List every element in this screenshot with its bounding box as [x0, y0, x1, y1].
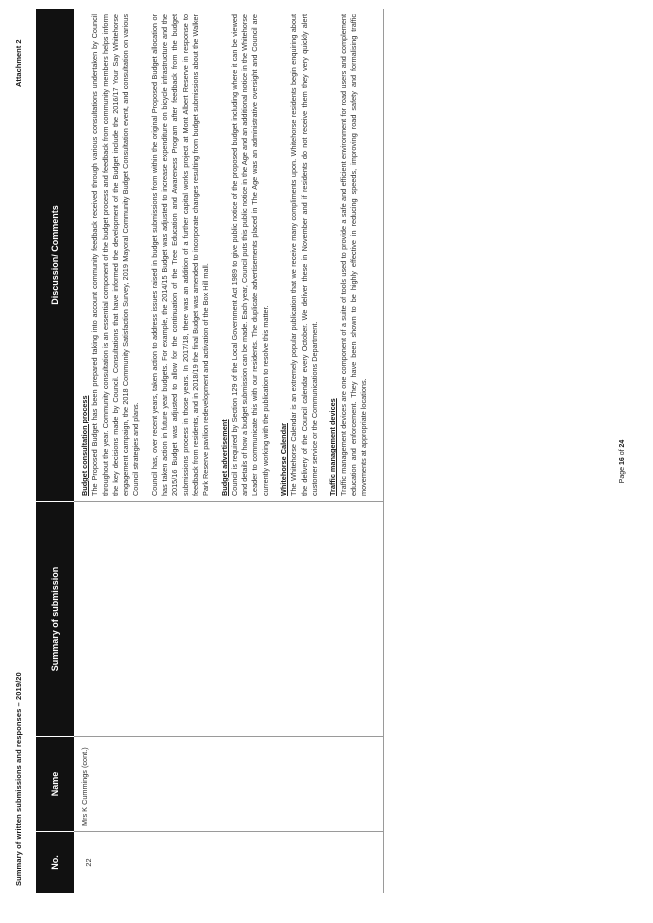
submitter-name: Mrs K Cummings (cont.) — [74, 737, 384, 832]
submission-number: 22 — [74, 832, 384, 894]
section-text: The Proposed Budget has been prepared taking into account community feedback received through various consultations undertaken by Council throughout the year. Community consultation is an essential component of the budget process and feedback from community members helps inform the key decisions made by Council. Consultations that have informed the development of the Budget include the 2016/17 Your Say Whitehorse engagement campaign, the 2018 Community Satisfaction Survey, 2019 Mayoral Community Budget Consultation event, and consultation on various Council strategies and plans. — [90, 14, 141, 496]
section-traffic-management — [328, 14, 369, 496]
header-name: Name — [36, 737, 74, 832]
page-of: of — [619, 449, 626, 456]
table-row — [74, 9, 384, 893]
header-no: No. — [36, 832, 74, 894]
section-whitehorse-calendar — [279, 14, 320, 496]
submissions-table — [36, 9, 384, 893]
page-footer — [619, 0, 626, 923]
document-title: Summary of written submissions and responses – 2019/20 — [14, 672, 23, 886]
section-extra-text: Council has, over recent years, taken action to address issues raised in budget submissions from within the original Proposed Budget allocation or has taken action in future year budgets. For example, the 2014/15 Budget was adjusted to increase expenditure on bicycle infrastructure and the 2015/16 Budget was adjusted to allow for the continuation of the Tree Education and Awareness Program after feedback from the budget submissions process in those years. In 2017/18, there was an addition of a further capital works project at Mont Albert Reserve in response to feedback from residents, and in 2018/19 the final Budget was amended to incorporate changes resulting from budget submissions about the Walker Park Reserve pavilion redevelopment and activation of the Box Hill mall. — [149, 14, 211, 496]
attachment-label: Attachment 2 — [14, 39, 23, 87]
section-text: Traffic management devices are one component of a suite of tools used to provide a safe and efficient environment for road users and complement education and enforcement. They have been shown to be highly effective in reducing speeds, improving road safety and formalising traffic movements at appropriate locations. — [338, 14, 369, 496]
section-heading: Budget consultation process — [80, 395, 89, 496]
section-text: The Whitehorse Calendar is an extremely popular publication that we receive many compliments upon. Whitehorse residents begin enquiring about the delivery of the Council calendar every October. We deliver these in November and if residents do not receive them they very quickly alert customer service or the Communications Department. — [289, 14, 319, 496]
section-text: Council is required by Section 129 of the Local Government Act 1989 to give public notice of the proposed budget including where it can be viewed and details of how a budget submission can be made. Each year, Council puts this public notice in the Age and an additional notice in the Whitehorse Leader to communicate this with our residents. The duplicate advertisements placed in The Age was an administrative oversight and Council are currently working with the publication to resolve this matter. — [229, 14, 270, 496]
section-heading: Whitehorse Calendar — [279, 423, 289, 496]
section-budget-advertisement — [220, 14, 271, 496]
table-header-row — [36, 9, 74, 893]
page-total: 24 — [619, 439, 626, 448]
section-heading: Traffic management devices — [328, 398, 338, 496]
section-budget-consultation — [80, 14, 212, 496]
page-prefix: Page — [619, 466, 626, 484]
header-summary: Summary of submission — [36, 502, 74, 737]
discussion-cell — [74, 9, 384, 502]
section-heading: Budget advertisement — [219, 419, 229, 496]
header-discussion: Discussion/ Comments — [36, 9, 74, 502]
page-number: 16 — [619, 457, 626, 466]
submission-summary — [74, 502, 384, 737]
